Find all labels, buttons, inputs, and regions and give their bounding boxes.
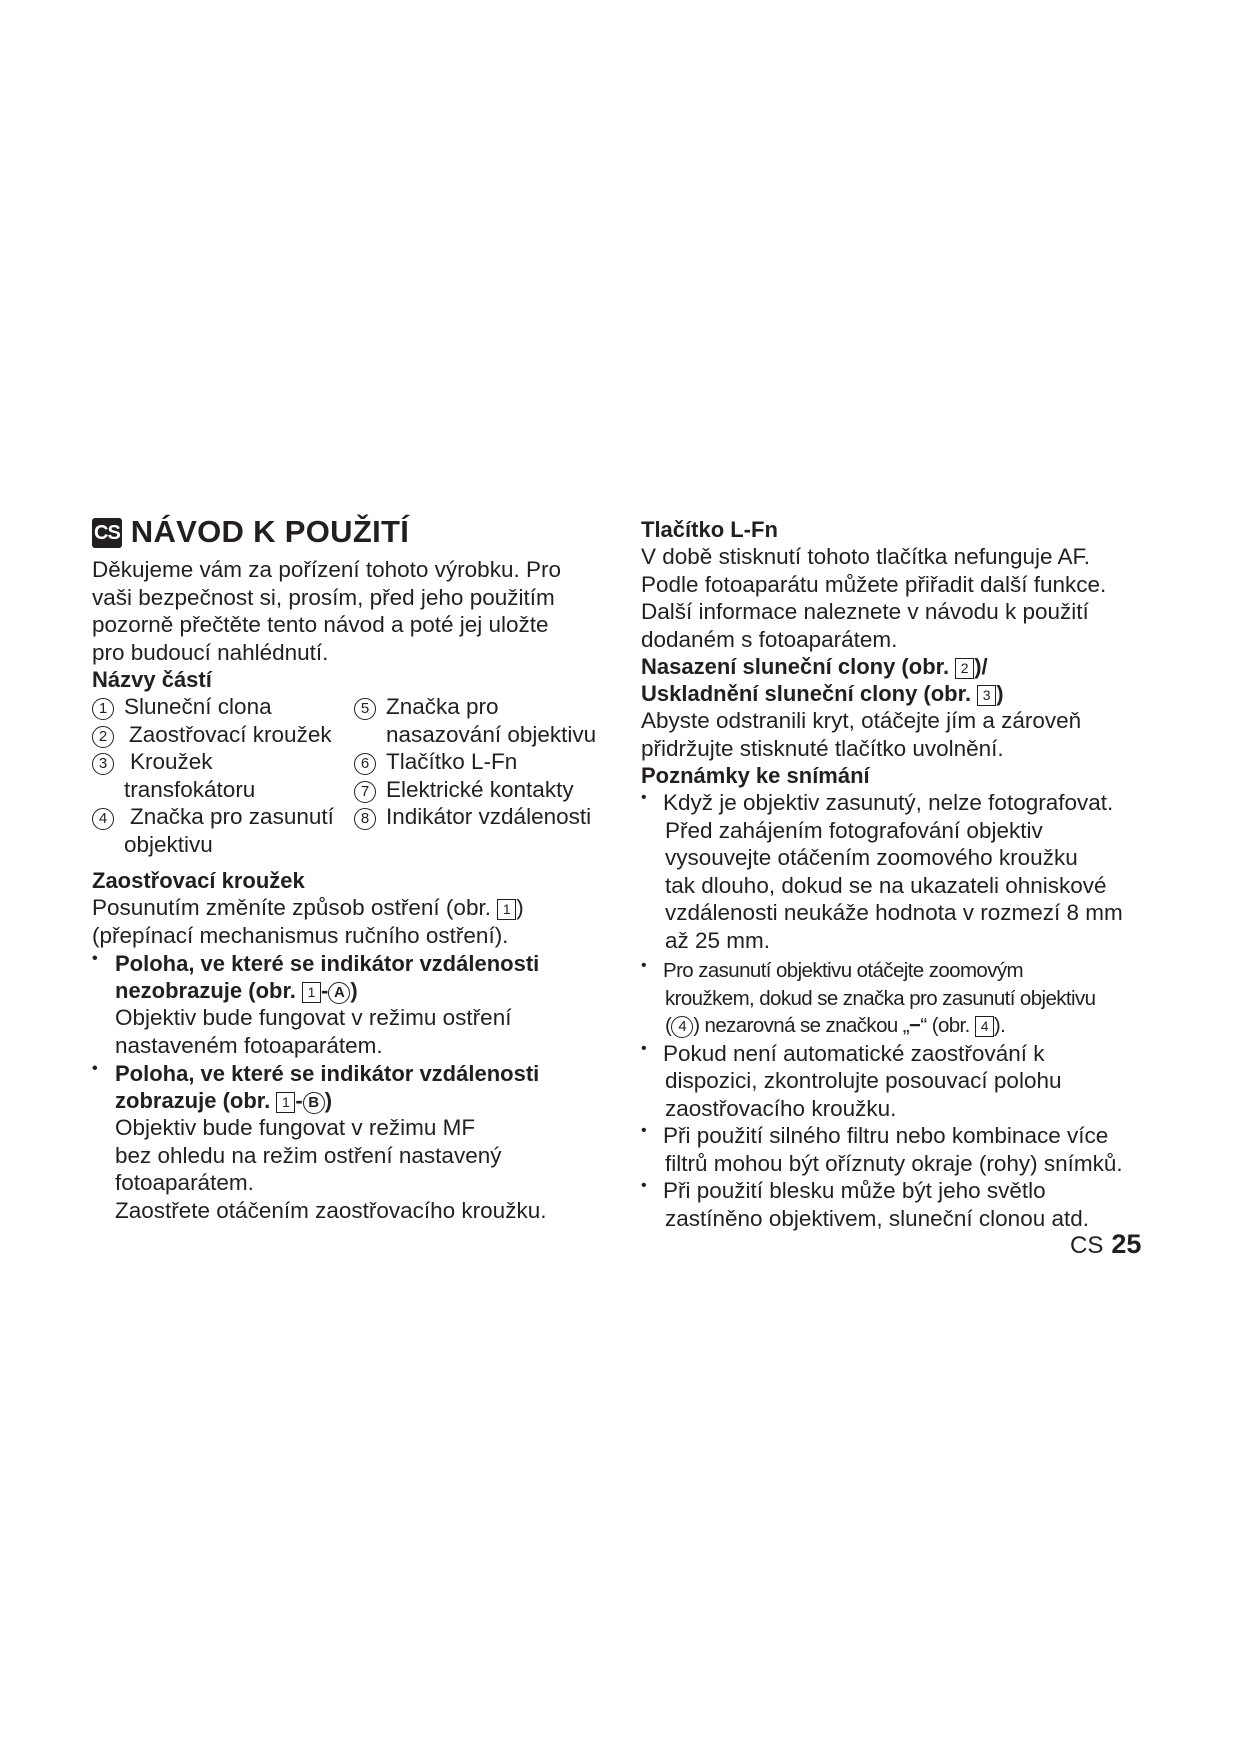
hood-heading-text: ): [996, 681, 1004, 706]
note-text: zastíněno objektivem, sluneční clonou atd.: [665, 1205, 1090, 1231]
note-text: [663, 1012, 1161, 1040]
note-text: Pokud není automatické zaostřování k: [663, 1040, 1045, 1066]
intro-line: Děkujeme vám za pořízení tohoto výrobku. Pro: [92, 557, 561, 582]
figure-ref: 4: [975, 1016, 994, 1037]
intro-line: vaši bezpečnost si, prosím, před jeho použitím: [92, 584, 555, 610]
figure-ref: 1: [497, 899, 516, 920]
note-text: Při použití silného filtru nebo kombinace více: [663, 1123, 1109, 1148]
hood-heading-text: Nasazení sluneční clony (obr.: [641, 654, 956, 679]
bullet-heading: nezobrazuje (obr. 1 - A ): [115, 978, 358, 1003]
bullet-dot: •: [641, 957, 647, 974]
note-body: [663, 789, 1161, 954]
focus-ring-heading: Zaostřovací kroužek: [92, 868, 305, 893]
bullet-body: [115, 950, 612, 1059]
part-label: Sluneční clona: [124, 694, 272, 719]
note-text: dispozici, zkontrolujte posouvací polohu: [665, 1068, 1062, 1093]
note-text: až 25 mm.: [665, 927, 771, 953]
figure-ref: 2: [955, 658, 974, 679]
focus-ring-text: [92, 894, 612, 922]
lfn-text: Podle fotoaparátu můžete přiřadit další funkce.: [641, 571, 1107, 597]
part-item: [354, 693, 612, 748]
part-label-block: [386, 693, 596, 748]
parts-heading: Názvy částí: [92, 667, 212, 692]
note-text-part: (: [665, 1014, 672, 1037]
bullet-heading: Poloha, ve které se indikátor vzdálenosti: [115, 1061, 540, 1086]
lfn-text: Další informace naleznete v návodu k použití: [641, 599, 1089, 624]
page-title: NÁVOD K POUŽITÍ: [130, 514, 410, 549]
note-text: Při použití blesku může být jeho světlo: [663, 1178, 1046, 1203]
note-item: [641, 1122, 1161, 1177]
bullet-dot: •: [641, 1177, 647, 1194]
lfn-text: dodaném s fotoaparátem.: [641, 626, 898, 652]
left-column: [92, 512, 612, 1224]
part-label: Kroužek: [130, 749, 213, 774]
position-letter: B: [303, 1092, 325, 1114]
hood-text: Abyste odstranili kryt, otáčejte jím a zároveň: [641, 708, 1082, 733]
note-item: [641, 789, 1161, 954]
bullet-item: [92, 950, 612, 1059]
part-item: [354, 776, 612, 804]
part-number: 4: [671, 1016, 693, 1038]
part-number: 4: [92, 808, 114, 830]
note-text-part: ) nezarovná se značkou „: [693, 1014, 910, 1037]
note-text: kroužkem, dokud se značka pro zasunutí objektivu: [665, 986, 1096, 1010]
right-column: [641, 516, 1161, 1232]
bullet-dot: •: [641, 1039, 647, 1057]
part-number: 7: [354, 781, 376, 803]
bullet-item: [92, 1060, 612, 1224]
hood-heading-text: Uskladnění sluneční clony (obr.: [641, 681, 978, 706]
page-number: 25: [1111, 1229, 1142, 1259]
hood-heading: [641, 653, 1161, 680]
part-number: 5: [354, 698, 376, 720]
bullet-heading-text: nezobrazuje (obr.: [115, 978, 303, 1003]
bullet-dot: •: [641, 789, 647, 806]
part-item: [92, 693, 354, 721]
note-item: [641, 957, 1161, 1040]
hood-text: přidržujte stisknuté tlačítko uvolnění.: [641, 735, 1004, 761]
focus-ring-text: (přepínací mechanismus ručního ostření).: [92, 922, 509, 948]
parts-column-2: [354, 693, 612, 858]
note-body: [663, 1040, 1161, 1123]
title-row: [92, 512, 612, 552]
parts-column-1: [92, 693, 354, 858]
intro-paragraph: [92, 556, 612, 666]
figure-ref: 1: [276, 1092, 295, 1113]
part-item: [354, 748, 612, 776]
note-text: Pro zasunutí objektivu otáčejte zoomovým: [663, 959, 1023, 982]
position-letter: A: [328, 982, 350, 1004]
part-item: [92, 803, 354, 858]
bullet-text: nastaveném fotoaparátem.: [115, 1032, 383, 1058]
part-label: Tlačítko L-Fn: [386, 749, 518, 774]
bullet-text: fotoaparátem.: [115, 1170, 254, 1195]
part-number: 8: [354, 808, 376, 830]
note-text: filtrů mohou být oříznuty okraje (rohy) snímků.: [665, 1150, 1123, 1176]
note-body: [663, 957, 1161, 1040]
bullet-dot: •: [92, 1060, 98, 1077]
part-item: [92, 721, 354, 749]
part-label-block: [124, 748, 255, 803]
bullet-dot: •: [641, 1122, 647, 1139]
bullet-body: [115, 1060, 612, 1224]
focus-text: ): [516, 895, 524, 920]
hood-heading: [641, 680, 1161, 707]
notes-heading: Poznámky ke snímání: [641, 763, 870, 788]
note-body: [663, 1122, 1161, 1177]
focus-text: Posunutím změníte způsob ostření (obr.: [92, 895, 498, 920]
language-badge: CS: [92, 518, 122, 548]
bullet-text: bez ohledu na režim ostření nastavený: [115, 1142, 502, 1168]
note-body: [663, 1177, 1161, 1232]
part-label: Značka pro: [386, 694, 499, 719]
part-number: 3: [92, 753, 114, 775]
bullet-heading: Poloha, ve které se indikátor vzdálenosti: [115, 951, 540, 976]
retract-mark: −: [909, 1014, 921, 1037]
note-text: vysouvejte otáčením zoomového kroužku: [665, 845, 1078, 870]
intro-line: pro budoucí nahlédnutí.: [92, 639, 329, 665]
part-label: Zaostřovací kroužek: [129, 721, 332, 747]
parts-list: [92, 693, 612, 858]
note-item: [641, 1177, 1161, 1232]
bullet-dot: •: [92, 950, 98, 967]
part-label-block: [124, 803, 334, 858]
part-item: [92, 748, 354, 803]
part-number: 1: [92, 698, 114, 720]
bullet-heading-text: zobrazuje (obr.: [115, 1088, 277, 1113]
bullet-text: Objektiv bude fungovat v režimu MF: [115, 1115, 476, 1140]
part-label: objektivu: [124, 831, 213, 857]
lfn-text: V době stisknutí tohoto tlačítka nefunguje AF.: [641, 544, 1091, 569]
figure-ref: 1: [302, 982, 321, 1003]
note-text: tak dlouho, dokud se na ukazateli ohniskové: [665, 872, 1107, 898]
part-label: Indikátor vzdálenosti: [386, 804, 592, 829]
page-footer: [1070, 1229, 1141, 1261]
note-text: Před zahájením fotografování objektiv: [665, 817, 1043, 843]
bullet-text: Objektiv bude fungovat v režimu ostření: [115, 1005, 512, 1030]
part-label: Značka pro zasunutí: [130, 804, 334, 829]
lfn-heading: Tlačítko L-Fn: [641, 517, 778, 542]
intro-line: pozorně přečtěte tento návod a poté jej uložte: [92, 612, 549, 637]
note-item: [641, 1040, 1161, 1123]
note-text: Když je objektiv zasunutý, nelze fotografovat.: [663, 790, 1114, 815]
part-number: 2: [92, 726, 114, 748]
footer-language: CS: [1070, 1232, 1104, 1259]
figure-ref: 3: [977, 685, 996, 706]
part-label: transfokátoru: [124, 776, 256, 802]
note-text-part: ).: [993, 1014, 1006, 1037]
note-text: vzdálenosti neukáže hodnota v rozmezí 8 mm: [665, 900, 1123, 925]
part-item: [354, 803, 612, 831]
bullet-text: Zaostřete otáčením zaostřovacího kroužku.: [115, 1197, 547, 1223]
hood-heading-text: )/: [974, 654, 988, 679]
bullet-heading: zobrazuje (obr. 1 - B ): [115, 1088, 333, 1113]
part-label: nasazování objektivu: [386, 721, 597, 747]
note-text-part: “ (obr.: [920, 1014, 975, 1037]
part-label: Elektrické kontakty: [386, 776, 574, 802]
part-number: 6: [354, 753, 376, 775]
note-text: zaostřovacího kroužku.: [665, 1095, 897, 1121]
